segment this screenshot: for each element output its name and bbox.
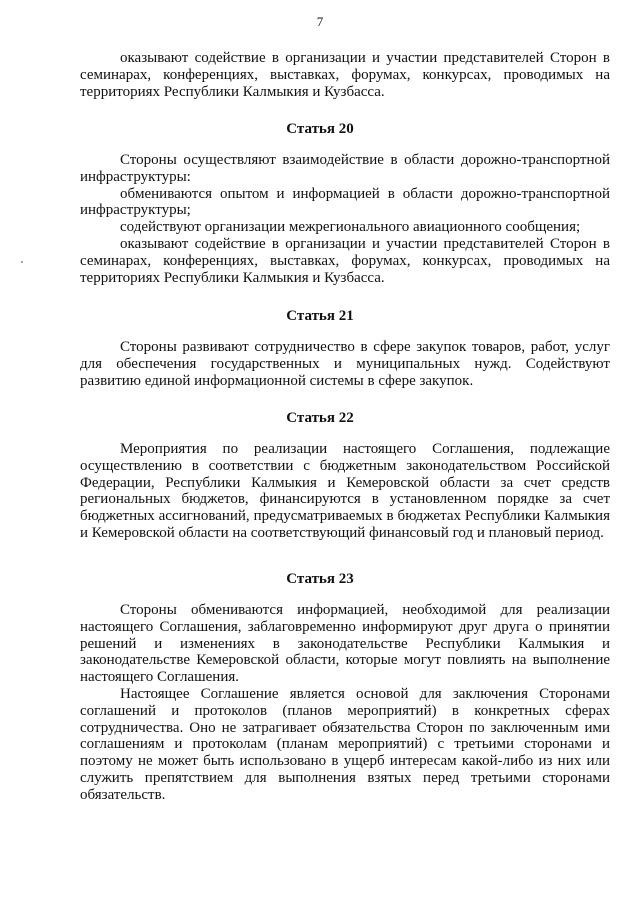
intro-paragraph: оказывают содействие в организации и участии представителей Сторон в семинарах, конференциях, выставках, форумах, конкурсах, проводимых на территориях Республики Калмыкия и Кузбасса. [80, 50, 610, 100]
article-20-body [80, 152, 610, 286]
article-paragraph: Мероприятия по реализации настоящего Соглашения, подлежащие осуществлению в соответствии с бюджетным законодательством Российской Федерации, Республики Калмыкия и Кемеровской области за счет средств региональных бюджетов, финансируются в установленном порядке за счет бюджетных ассигнований, предусматриваемых в бюджетах Республики Калмыкия и Кемеровской области на соответствующий финансовый год и плановый период. [80, 441, 610, 541]
article-paragraph: Стороны обмениваются информацией, необходимой для реализации настоящего Соглашения, заблаговременно информируют друг друга о принятии решений и изменениях в законодательстве Республики Калмыкия и законодательстве Кемеровской области, которые могут повлиять на выполнение настоящего Соглашения. [80, 602, 610, 686]
article-22-heading: Статья 22 [286, 410, 354, 426]
article-22-body [80, 441, 610, 542]
article-23-body [80, 602, 610, 804]
article-23-heading: Статья 23 [286, 571, 354, 587]
margin-mark [21, 261, 23, 263]
article-paragraph: Настоящее Соглашение является основой для заключения Сторонами соглашений и протоколов (планов мероприятий) в конкретных сферах сотрудничества. Оно не затрагивает обязательства Сторон по заключенным ими соглашениям и протоколам (планам мероприятий) с третьими сторонами и поэтому не может быть использовано в ущерб интересам какой-либо из них или служить препятствием для выполнения взятых перед третьими сторонами обязательств. [80, 685, 610, 803]
article-paragraph: обмениваются опытом и информацией в области дорожно-транспортной инфраструктуры; [80, 185, 610, 219]
article-paragraph: Стороны развивают сотрудничество в сфере закупок товаров, работ, услуг для обеспечения государственных и муниципальных нужд. Содействуют развитию единой информационной системы в сфере закупок. [80, 339, 610, 389]
article-paragraph: содействуют организации межрегионального авиационного сообщения; [120, 219, 581, 236]
article-21-body [80, 339, 610, 389]
intro-block [80, 50, 610, 100]
article-21-heading: Статья 21 [286, 308, 354, 324]
article-paragraph: Стороны осуществляют взаимодействие в области дорожно-транспортной инфраструктуры: [80, 152, 610, 185]
article-20-heading: Статья 20 [286, 121, 354, 137]
page-number: 7 [316, 14, 324, 29]
article-paragraph: оказывают содействие в организации и участии представителей Сторон в семинарах, конференциях, выставках, форумах, конкурсах, проводимых на территориях Республики Калмыкия и Кузбасса. [80, 235, 610, 286]
